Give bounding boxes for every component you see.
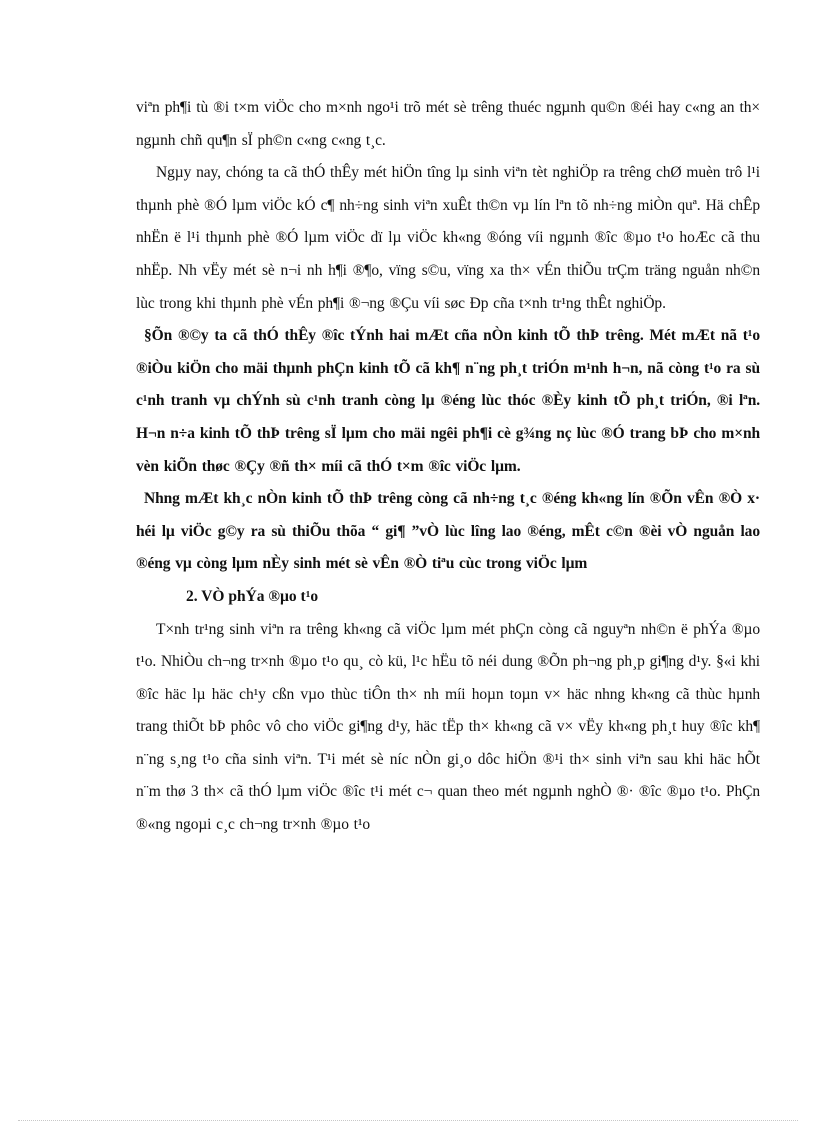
section-heading: 2. VÒ phÝa ®µo t¹o	[186, 587, 319, 605]
paragraph-3: §Õn ®©y ta cã thÓ thÊy ®îc tÝnh hai mÆt cña nÒn kinh tÕ thÞ trêng. Mét mÆt nã t¹o ®iÒu kiÖn cho mäi thµnh phÇn kinh tÕ cã kh¶ n¨ng ph¸t triÓn m¹nh h¬n, nã còng t¹o ra sù c¹nh tranh vµ chÝnh sù c¹nh tranh còng lµ ®éng lùc thóc ®Èy kinh tÕ ph¸t triÓn, ®i lªn. H¬n n÷a kinh tÕ thÞ trêng sÏ lµm cho mäi ngêi ph¶i cè g¾ng nç lùc ®Ó trang bÞ cho m×nh vèn kiÕn thøc ®Çy ®ñ th× míi cã thÓ t×m ®îc viÖc lµm.	[136, 327, 760, 475]
paragraph-1: viªn ph¶i tù ®i t×m viÖc cho m×nh ngo¹i trõ mét sè trêng thuéc ngµnh qu©n ®éi hay c«ng an th× ngµnh chñ qu¶n sÏ ph©n c«ng c«ng t¸c.	[136, 99, 760, 149]
page-bottom-rule	[18, 1120, 798, 1121]
paragraph-4: Nhng mÆt kh¸c nÒn kinh tÕ thÞ trêng còng cã nh÷ng t¸c ®éng kh«ng lín ®Õn vÊn ®Ò x· héi lµ viÖc g©y ra sù thiÕu thõa “ gi¶ ”vÒ lùc lîng lao ®éng, mÊt c©n ®èi vÒ nguån lao ®éng vµ còng lµm nÈy sinh mét sè vÊn ®Ò tiªu cùc trong viÖc lµm	[136, 490, 760, 573]
paragraph-5: T×nh tr¹ng sinh viªn ra trêng kh«ng cã viÖc lµm mét phÇn còng cã nguyªn nh©n ë phÝa ®µo t¹o. NhiÒu ch¬ng tr×nh ®µo t¹o qu¸ cò kü, l¹c hËu tõ néi dung ®Õn ph¬ng ph¸p gi¶ng d¹y. §«i khi ®îc häc lµ häc ch¹y cßn vµo thùc tiÔn th× nh míi hoµn toµn v× häc nhng kh«ng cã thùc hµnh trang thiÕt bÞ phôc vô cho viÖc gi¶ng d¹y, häc tËp th× kh«ng cã v× vËy kh«ng ph¸t huy ®îc kh¶ n¨ng s¸ng t¹o cña sinh viªn. T¹i mét sè níc nÒn gi¸o dôc hiÖn ®¹i th× sinh viªn sau khi häc hÕt n¨m thø 3 th× cã thÓ lµm viÖc ®îc t¹i mét c¬ quan theo mét ngµnh nghÒ ®· ®îc ®µo t¹o. PhÇn ®«ng ngoµi c¸c ch¬ng tr×nh ®µo t¹o	[136, 620, 760, 834]
paragraph-2: Ngµy nay, chóng ta cã thÓ thÊy mét hiÖn tîng lµ sinh viªn tèt nghiÖp ra trêng chØ muèn trô l¹i thµnh phè ®Ó lµm viÖc kÓ c¶ nh÷ng sinh viªn xuÊt th©n vµ lín lªn tõ nh÷ng miÒn quª. Hä chÊp nhËn ë l¹i thµnh phè ®Ó lµm viÖc dï lµ viÖc kh«ng ®óng víi ngµnh ®îc ®µo t¹o hoÆc cã thu nhËp. Nh vËy mét sè n¬i nh h¶i ®¶o, vïng s©u, vïng xa th× vÉn thiÕu trÇm träng nguån nh©n lùc trong khi thµnh phè vÉn ph¶i ®¬ng ®Çu víi søc Ðp cña t×nh tr¹ng thÊt nghiÖp.	[136, 164, 760, 312]
document-body	[136, 92, 760, 842]
